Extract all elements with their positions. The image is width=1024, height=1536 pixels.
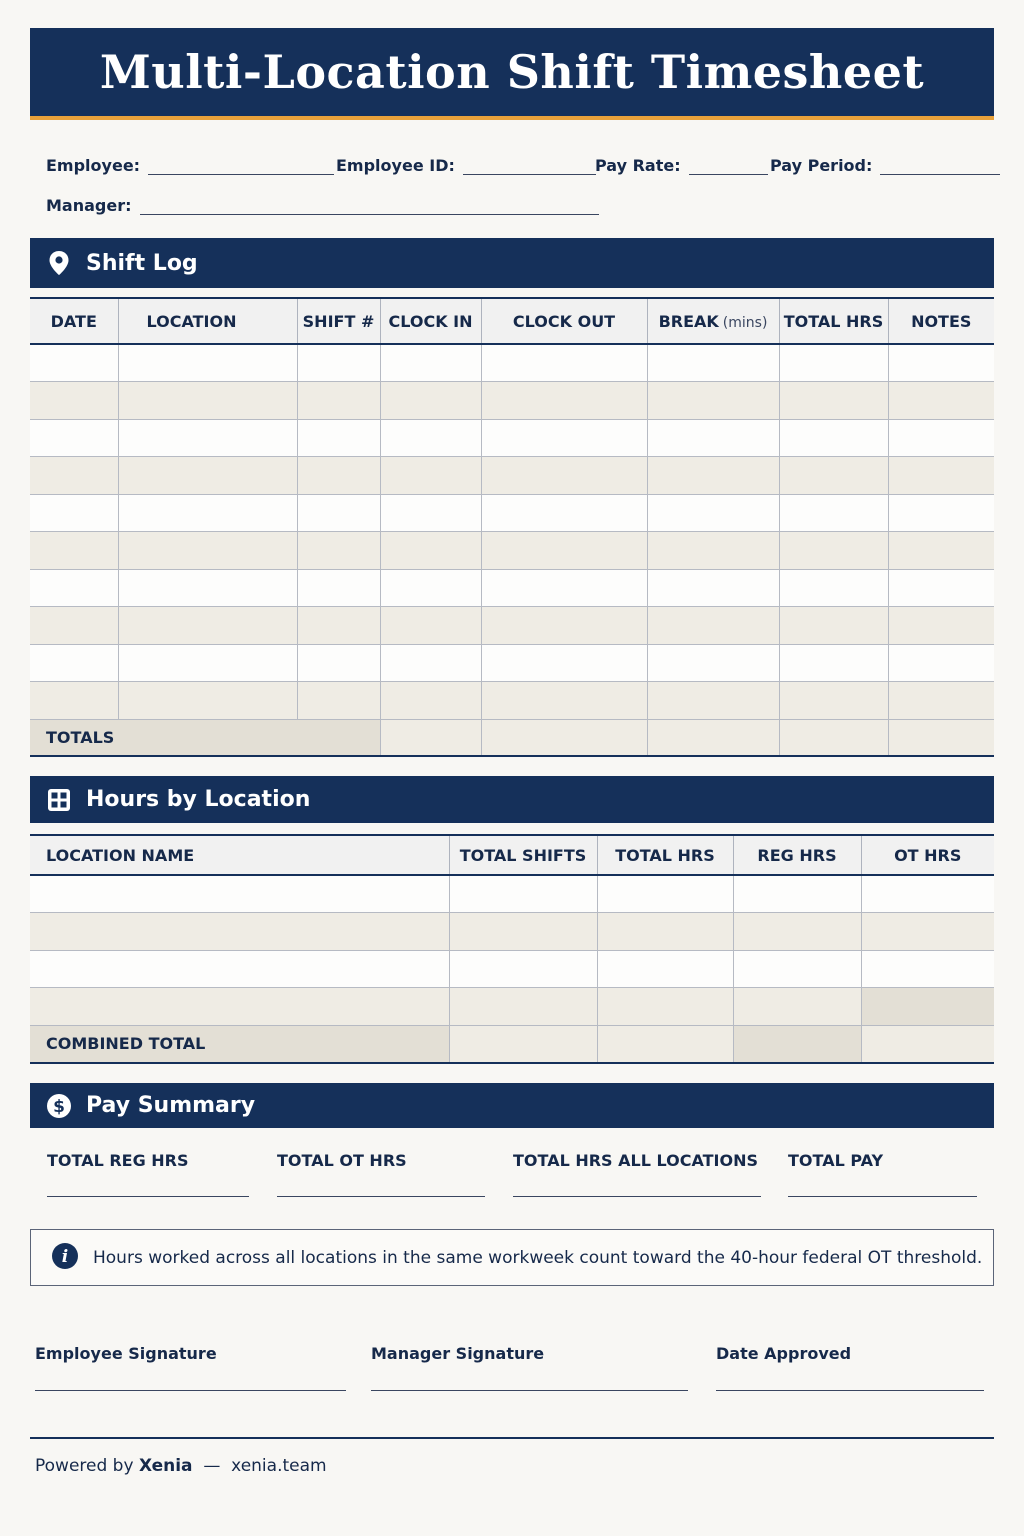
shift-total-cell[interactable] (380, 719, 481, 756)
hours-by-location-title: Hours by Location (86, 787, 311, 812)
col-break-label: BREAK (658, 311, 719, 331)
shift-log-header (30, 238, 994, 288)
manager-signature-label: Manager Signature (371, 1344, 545, 1363)
location-cell[interactable] (449, 875, 597, 913)
footer-brand: Xenia (138, 1456, 193, 1476)
combined-total-cell[interactable] (861, 1025, 994, 1063)
shift-cell[interactable] (888, 344, 994, 382)
shift-cell[interactable] (481, 644, 647, 682)
total-ot-hrs-label: TOTAL OT HRS (277, 1151, 407, 1170)
shift-cell[interactable] (647, 607, 779, 645)
location-cell[interactable] (733, 875, 861, 913)
col-break-unit: (mins) (722, 314, 768, 331)
totals-label: TOTALS (30, 719, 380, 756)
col-notes: NOTES (888, 298, 994, 344)
pay-period-input-line[interactable] (880, 157, 1000, 175)
shift-cell[interactable] (380, 607, 481, 645)
shift-cell[interactable] (30, 682, 118, 720)
location-cell[interactable] (30, 950, 449, 988)
location-row (30, 913, 994, 951)
manager-input-line[interactable] (140, 197, 599, 215)
shift-cell[interactable] (779, 494, 888, 532)
shift-cell[interactable] (888, 532, 994, 570)
shift-cell[interactable] (118, 382, 297, 420)
shift-totals-row (30, 719, 994, 756)
shift-row (30, 607, 994, 645)
combined-total-label: COMBINED TOTAL (30, 1025, 449, 1063)
total-reg-hrs-label: TOTAL REG HRS (47, 1151, 189, 1170)
shift-cell[interactable] (647, 682, 779, 720)
shift-cell[interactable] (30, 607, 118, 645)
shift-cell[interactable] (118, 644, 297, 682)
shift-cell[interactable] (30, 644, 118, 682)
location-row (30, 988, 994, 1026)
info-icon (51, 1242, 79, 1274)
shift-cell[interactable] (297, 419, 380, 457)
svg-text:$: $ (53, 1096, 65, 1117)
shift-cell[interactable] (297, 607, 380, 645)
location-cell[interactable] (30, 913, 449, 951)
hours-by-location-table (30, 834, 994, 1064)
shift-cell[interactable] (647, 644, 779, 682)
pay-rate-label: Pay Rate: (595, 156, 681, 175)
hours-by-location-header (30, 776, 994, 823)
shift-cell[interactable] (779, 344, 888, 382)
location-cell[interactable] (861, 988, 994, 1026)
location-cell[interactable] (449, 950, 597, 988)
shift-cell[interactable] (647, 382, 779, 420)
location-cell[interactable] (733, 913, 861, 951)
shift-cell[interactable] (297, 494, 380, 532)
pay-rate-field (595, 156, 768, 175)
location-cell[interactable] (597, 950, 733, 988)
shift-cell[interactable] (888, 494, 994, 532)
shift-cell[interactable] (647, 344, 779, 382)
shift-cell[interactable] (888, 682, 994, 720)
total-hrs-all-locations-label: TOTAL HRS ALL LOCATIONS (513, 1151, 758, 1170)
info-note (30, 1229, 994, 1286)
location-cell[interactable] (597, 875, 733, 913)
col-shift-number: SHIFT # (297, 298, 380, 344)
shift-cell[interactable] (297, 644, 380, 682)
map-pin-icon (46, 250, 72, 276)
location-cell[interactable] (733, 988, 861, 1026)
col-ot-hrs: OT HRS (861, 835, 994, 875)
footer-url[interactable]: xenia.team (231, 1456, 327, 1476)
shift-cell[interactable] (118, 532, 297, 570)
date-approved-line[interactable] (716, 1390, 984, 1391)
total-pay-line[interactable] (788, 1196, 977, 1197)
shift-total-cell[interactable] (779, 719, 888, 756)
combined-total-row (30, 1025, 994, 1063)
combined-total-cell[interactable] (597, 1025, 733, 1063)
shift-cell[interactable] (888, 607, 994, 645)
shift-cell[interactable] (779, 532, 888, 570)
date-approved-field (716, 1344, 851, 1363)
shift-cell[interactable] (30, 457, 118, 495)
total-reg-hrs-line[interactable] (47, 1196, 249, 1197)
col-break (647, 298, 779, 344)
shift-row (30, 494, 994, 532)
col-loc-total-hrs: TOTAL HRS (597, 835, 733, 875)
title-banner (30, 28, 994, 120)
shift-cell[interactable] (888, 457, 994, 495)
employee-id-input-line[interactable] (463, 157, 596, 175)
pay-summary-header (30, 1083, 994, 1128)
shift-cell[interactable] (779, 607, 888, 645)
info-note-text: Hours worked across all locations in the same workweek count toward the 40-hour federal OT threshold. (93, 1247, 983, 1268)
shift-log-header-row (30, 298, 994, 344)
pay-period-label: Pay Period: (770, 156, 873, 175)
shift-log-table (30, 297, 994, 757)
shift-row (30, 457, 994, 495)
footer-divider (30, 1437, 994, 1439)
location-cell[interactable] (861, 950, 994, 988)
shift-cell[interactable] (118, 457, 297, 495)
employee-input-line[interactable] (148, 157, 334, 175)
col-reg-hrs: REG HRS (733, 835, 861, 875)
location-header-row (30, 835, 994, 875)
shift-cell[interactable] (30, 344, 118, 382)
shift-cell[interactable] (118, 682, 297, 720)
location-cell[interactable] (861, 913, 994, 951)
location-row (30, 950, 994, 988)
location-cell[interactable] (449, 913, 597, 951)
shift-row (30, 532, 994, 570)
total-ot-hrs-field (277, 1151, 407, 1170)
shift-cell[interactable] (380, 344, 481, 382)
employee-field (46, 156, 334, 175)
manager-field (46, 196, 599, 215)
shift-cell[interactable] (779, 569, 888, 607)
total-reg-hrs-field (47, 1151, 189, 1170)
svg-text:i: i (61, 1246, 69, 1267)
col-clock-in: CLOCK IN (380, 298, 481, 344)
location-cell[interactable] (597, 988, 733, 1026)
shift-cell[interactable] (297, 682, 380, 720)
shift-cell[interactable] (380, 494, 481, 532)
shift-cell[interactable] (481, 682, 647, 720)
total-hrs-all-locations-line[interactable] (513, 1196, 761, 1197)
pay-period-field (770, 156, 1000, 175)
shift-cell[interactable] (888, 419, 994, 457)
col-clock-out: CLOCK OUT (481, 298, 647, 344)
manager-signature-field (371, 1344, 544, 1363)
combined-total-cell[interactable] (733, 1025, 861, 1063)
shift-cell[interactable] (30, 419, 118, 457)
shift-cell[interactable] (888, 382, 994, 420)
shift-row (30, 644, 994, 682)
shift-cell[interactable] (297, 344, 380, 382)
shift-cell[interactable] (647, 419, 779, 457)
combined-total-cell[interactable] (449, 1025, 597, 1063)
shift-cell[interactable] (779, 682, 888, 720)
location-cell[interactable] (30, 988, 449, 1026)
employee-signature-line[interactable] (35, 1390, 346, 1391)
shift-cell[interactable] (297, 382, 380, 420)
total-pay-label: TOTAL PAY (788, 1151, 884, 1170)
shift-total-cell[interactable] (888, 719, 994, 756)
shift-cell[interactable] (647, 532, 779, 570)
shift-cell[interactable] (481, 494, 647, 532)
employee-label: Employee: (46, 156, 141, 175)
footer (35, 1456, 327, 1476)
pay-rate-input-line[interactable] (689, 157, 768, 175)
col-location: LOCATION (118, 298, 297, 344)
employee-id-field (336, 156, 596, 175)
shift-cell[interactable] (888, 569, 994, 607)
shift-row (30, 382, 994, 420)
shift-cell[interactable] (647, 457, 779, 495)
col-date: DATE (30, 298, 118, 344)
shift-cell[interactable] (779, 457, 888, 495)
shift-cell[interactable] (30, 532, 118, 570)
shift-cell[interactable] (380, 644, 481, 682)
location-cell[interactable] (30, 875, 449, 913)
shift-cell[interactable] (481, 569, 647, 607)
employee-id-label: Employee ID: (336, 156, 455, 175)
location-cell[interactable] (597, 913, 733, 951)
shift-cell[interactable] (118, 419, 297, 457)
col-location-name: LOCATION NAME (30, 835, 449, 875)
shift-cell[interactable] (481, 607, 647, 645)
shift-cell[interactable] (888, 644, 994, 682)
shift-cell[interactable] (779, 382, 888, 420)
location-cell[interactable] (861, 875, 994, 913)
total-hrs-all-locations-field (513, 1151, 758, 1170)
shift-cell[interactable] (380, 382, 481, 420)
shift-cell[interactable] (380, 457, 481, 495)
shift-total-cell[interactable] (647, 719, 779, 756)
grid-icon (46, 787, 72, 813)
total-ot-hrs-line[interactable] (277, 1196, 485, 1197)
location-row (30, 875, 994, 913)
manager-signature-line[interactable] (371, 1390, 688, 1391)
shift-cell[interactable] (481, 344, 647, 382)
shift-cell[interactable] (380, 419, 481, 457)
footer-prefix: Powered by (35, 1456, 134, 1476)
location-cell[interactable] (449, 988, 597, 1026)
location-cell[interactable] (733, 950, 861, 988)
col-total-shifts: TOTAL SHIFTS (449, 835, 597, 875)
shift-cell[interactable] (647, 494, 779, 532)
shift-cell[interactable] (118, 569, 297, 607)
dollar-icon (46, 1093, 72, 1119)
shift-log-title: Shift Log (86, 250, 198, 276)
col-total-hrs: TOTAL HRS (779, 298, 888, 344)
employee-signature-field (35, 1344, 217, 1363)
pay-summary-title: Pay Summary (86, 1093, 256, 1118)
shift-row (30, 419, 994, 457)
shift-cell[interactable] (30, 569, 118, 607)
employee-signature-label: Employee Signature (35, 1344, 217, 1363)
shift-cell[interactable] (481, 419, 647, 457)
date-approved-label: Date Approved (716, 1344, 852, 1363)
shift-cell[interactable] (118, 494, 297, 532)
shift-cell[interactable] (118, 607, 297, 645)
shift-cell[interactable] (380, 682, 481, 720)
shift-cell[interactable] (297, 532, 380, 570)
shift-cell[interactable] (481, 457, 647, 495)
shift-row (30, 569, 994, 607)
shift-cell[interactable] (380, 569, 481, 607)
shift-cell[interactable] (118, 344, 297, 382)
shift-cell[interactable] (481, 532, 647, 570)
page-title: Multi-Location Shift Timesheet (99, 45, 925, 99)
total-pay-field (788, 1151, 883, 1170)
shift-cell[interactable] (297, 457, 380, 495)
shift-row (30, 682, 994, 720)
shift-cell[interactable] (481, 382, 647, 420)
manager-label: Manager: (46, 196, 132, 215)
shift-cell[interactable] (380, 532, 481, 570)
footer-separator: — (203, 1456, 221, 1476)
shift-total-cell[interactable] (481, 719, 647, 756)
shift-cell[interactable] (779, 644, 888, 682)
shift-cell[interactable] (30, 494, 118, 532)
shift-cell[interactable] (647, 569, 779, 607)
shift-cell[interactable] (297, 569, 380, 607)
shift-row (30, 344, 994, 382)
shift-cell[interactable] (30, 382, 118, 420)
shift-cell[interactable] (779, 419, 888, 457)
